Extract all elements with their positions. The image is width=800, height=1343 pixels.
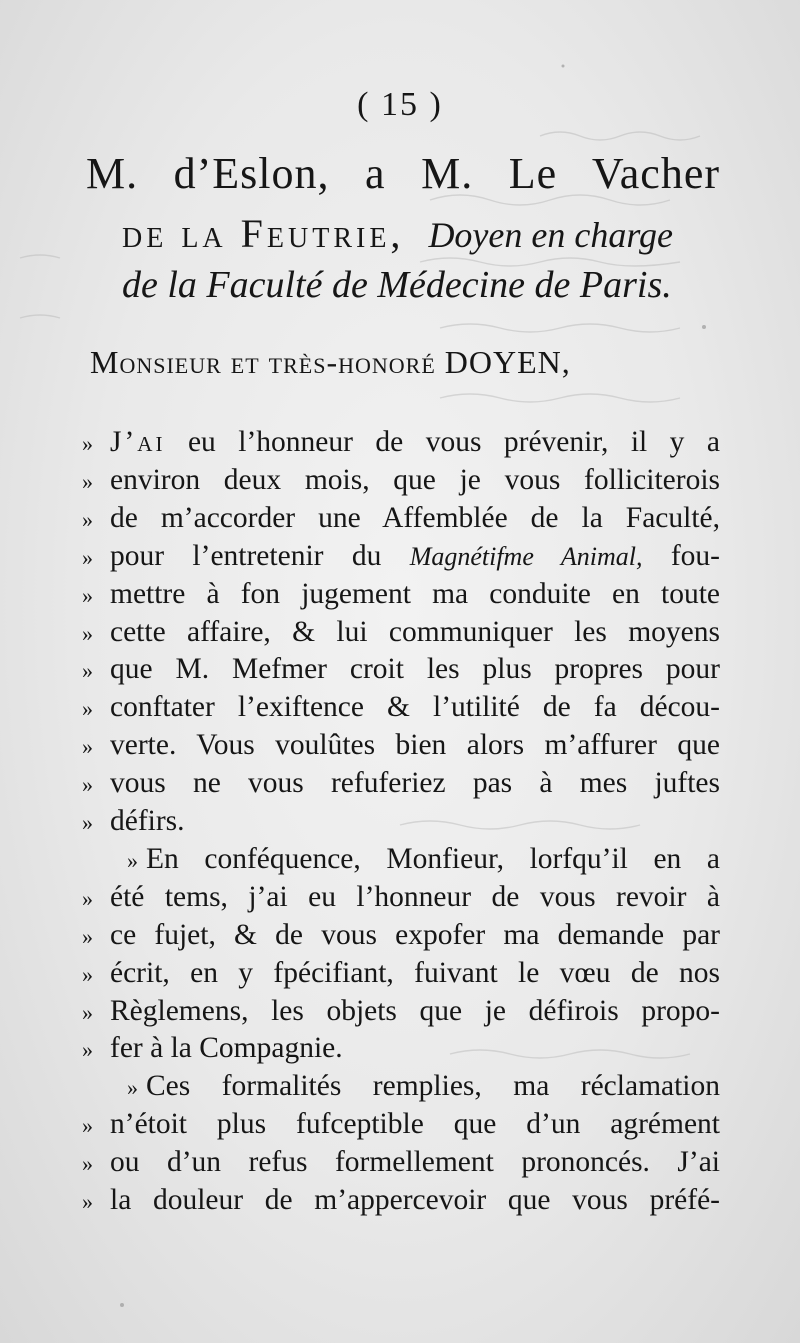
text-line — [82, 577, 720, 610]
letter-heading-line-3: de la Faculté de Médecine de Paris. — [122, 264, 672, 306]
quote-mark: » — [82, 506, 93, 532]
line-main-text: vous ne vous refuferiez pas à mes juftes — [110, 767, 720, 800]
quote-mark: » — [82, 620, 93, 646]
quote-mark: » — [127, 1075, 138, 1101]
line-main-text: été tems, j’ai eu l’honneur de vous revoir à — [110, 880, 720, 913]
quote-mark: » — [82, 961, 93, 987]
quote-mark: » — [82, 1189, 93, 1214]
line-text — [110, 577, 720, 610]
quote-mark: » — [82, 431, 93, 456]
text-line — [82, 842, 720, 875]
line-text — [110, 769, 720, 799]
line-main-text: écrit, en y fpécifiant, fuivant le vœu de nos — [110, 956, 720, 989]
line-main-text: mettre à fon jugement ma conduite en toute — [110, 577, 720, 610]
page-number: ( 15 ) — [357, 86, 443, 123]
line-main-text: que M. Mefmer croit les plus propres pour — [110, 653, 720, 686]
text-line — [82, 1072, 720, 1102]
line-text — [110, 693, 720, 723]
line-main-text: ou d’un refus formellement prononcés. J’ai — [110, 1146, 720, 1179]
text-line — [82, 918, 720, 951]
heading-role: Doyen en charge — [428, 215, 674, 255]
text-line — [82, 501, 720, 534]
quote-mark: » — [82, 923, 93, 949]
line-text — [110, 615, 720, 648]
line-text — [110, 1034, 720, 1064]
text-line — [82, 693, 720, 723]
text-line — [82, 994, 720, 1027]
line-text — [110, 1110, 720, 1140]
line-main-text: ce fujet, & de vous expofer ma demande par — [110, 918, 720, 951]
line-text — [110, 463, 720, 496]
text-line — [82, 1186, 720, 1216]
line-main-text: Règlemens, les objets que je défirois propo- — [110, 994, 720, 1027]
line-main-text: défirs. — [110, 805, 185, 837]
quote-mark: » — [127, 847, 138, 873]
quote-mark: » — [82, 1037, 93, 1063]
italic-term: Magnétifme Animal, — [409, 541, 643, 571]
line-text — [110, 994, 720, 1027]
opening-word: J’ai — [110, 426, 166, 458]
line-main-text: conftater l’exiftence & l’utilité de fa décou- — [110, 691, 720, 724]
line-main-text: eu l’honneur de vous prévenir, il y a — [187, 426, 720, 458]
quote-mark: » — [82, 658, 93, 684]
line-text — [110, 956, 720, 989]
quote-mark: » — [82, 999, 93, 1025]
quote-mark: » — [82, 696, 93, 722]
line-text — [110, 880, 720, 913]
line-text — [146, 842, 720, 875]
line-tail-text: fou- — [670, 539, 721, 572]
text-line — [82, 1034, 720, 1064]
line-main-text: cette affaire, & lui communiquer les moyens — [110, 615, 720, 648]
line-text — [146, 1072, 720, 1102]
heading-name: de la Feutrie, — [122, 211, 405, 256]
line-main-text: fer à la Compagnie. — [110, 1032, 343, 1065]
line-main-text: environ deux mois, que je vous folliciterois — [110, 463, 720, 496]
text-line — [82, 807, 720, 837]
text-line — [82, 655, 720, 685]
quote-mark: » — [82, 772, 93, 798]
quote-mark: » — [82, 885, 93, 911]
letter-heading-line-2 — [122, 211, 720, 256]
quote-mark: » — [82, 1151, 93, 1177]
line-main-text: Ces formalités remplies, ma réclamation — [146, 1070, 720, 1103]
quote-mark: » — [82, 544, 93, 570]
quote-mark: » — [82, 810, 93, 835]
text-line — [82, 880, 720, 913]
text-line — [82, 769, 720, 799]
line-text — [110, 731, 720, 761]
line-text — [110, 1148, 720, 1178]
text-line — [82, 615, 720, 648]
line-main-text: n’étoit plus fufceptible que d’un agrément — [110, 1108, 720, 1141]
text-line — [82, 539, 721, 572]
quote-mark: » — [82, 734, 93, 760]
line-text — [110, 807, 720, 837]
text-line — [82, 463, 720, 496]
line-text — [110, 501, 720, 534]
line-text — [110, 428, 720, 458]
heading-text: M. d’Eslon, a M. Le Vacher — [86, 149, 720, 198]
line-main-text: pour l’entretenir du — [110, 539, 382, 572]
line-main-text: de m’accorder une Affemblée de la Faculté, — [110, 501, 720, 534]
quote-mark: » — [82, 1113, 93, 1139]
line-main-text: la douleur de m’appercevoir que vous préfé- — [110, 1184, 720, 1216]
line-main-text: En conféquence, Monfieur, lorfqu’il en a — [146, 842, 720, 875]
text-line — [82, 1110, 720, 1140]
text-line — [82, 428, 720, 458]
text-line — [82, 1148, 720, 1178]
line-text — [110, 1186, 720, 1216]
salutation: Monsieur et très-honoré DOYEN, — [90, 344, 571, 380]
text-line — [82, 731, 720, 761]
quote-mark: » — [82, 468, 93, 494]
line-main-text: verte. Vous voulûtes bien alors m’affurer que — [110, 729, 720, 762]
text-line — [82, 956, 720, 989]
quote-mark: » — [82, 582, 93, 608]
line-text — [110, 918, 720, 951]
line-text — [110, 539, 721, 572]
line-text — [110, 655, 720, 685]
letter-heading-line-1 — [86, 149, 720, 198]
